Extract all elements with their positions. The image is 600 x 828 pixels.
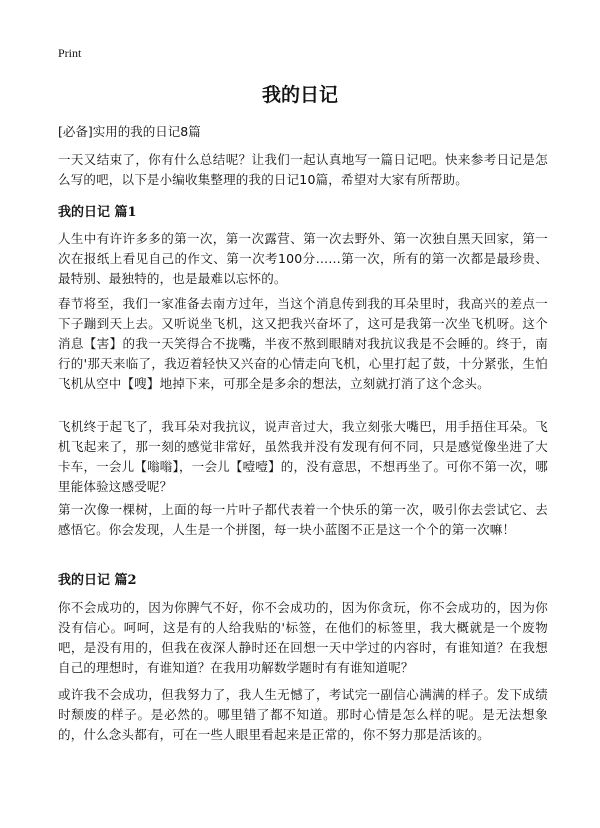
section-1-paragraph-4: 第一次像一棵树，上面的每一片叶子都代表着一个快乐的第一次，吸引你去尝试它、去感悟它。你会发现，人生是一个拼图，每一块小蓝图不正是这一个个的第一次嘛！	[58, 502, 548, 537]
section-heading-1: 我的日记 篇1	[58, 205, 137, 220]
section-heading-2: 我的日记 篇2	[58, 573, 137, 588]
print-link[interactable]: Print	[58, 46, 82, 60]
section-1-paragraph-2: 春节将至，我们一家准备去南方过年，当这个消息传到我的耳朵里时，我高兴的差点一下子蹦到天上去。又听说坐飞机，这又把我兴奋坏了，这可是我第一次坐飞机呀。这个消息【害】的我一天笑得合不拢嘴，半夜不熬到眼睛对我抗议我是不会睡的。终于，南行的'那天来临了，我迈着轻快又兴奋的心情走向飞机，心里打起了鼓，十分紧张，生怕飞机从空中【嗖】地掉下来，可那全是多余的想法，立刻就打消了这个念头。	[58, 296, 548, 391]
section-1-paragraph-3: 飞机终于起飞了，我耳朵对我抗议，说声音过大，我立刻张大嘴巴，用手捂住耳朵。飞机飞起来了，那一刻的感觉非常好，虽然我并没有发现有何不同，只是感觉像坐进了大卡车，一会儿【嗡嗡】，一会儿【噎噎】的，没有意思，不想再坐了。可你不第一次，哪里能体验这感受呢？	[58, 419, 548, 494]
section-2-paragraph-2: 或许我不会成功，但我努力了，我人生无憾了，考试完一副信心满满的样子。发下成绩时颓废的样子。是必然的。哪里错了都不知道。那时心情是怎么样的呢。是无法想象的，什么念头都有，可在一些人眼里看起来是正常的，你不努力那是活该的。	[58, 687, 548, 742]
section-2-paragraph-1: 你不会成功的，因为你脾气不好，你不会成功的，因为你贪玩，你不会成功的，因为你没有信心。呵呵，这是有的人给我贴的'标签，在他们的标签里，我大概就是一个废物吧，是没有用的，但我在夜深人静时还在回想一天中学过的内容时，有谁知道？在我想自己的理想时，有谁知道？在我用功解数学题时有有谁知道呢？	[58, 600, 548, 675]
intro-paragraph: 一天又结束了，你有什么总结呢？让我们一起认真地写一篇日记吧。快来参考日记是怎么写的吧，以下是小编收集整理的我的日记10篇，希望对大家有所帮助。	[58, 152, 548, 187]
section-1-paragraph-1: 人生中有许许多多的第一次，第一次露营、第一次去野外、第一次独自黑天回家，第一次在报纸上看见自己的作文、第一次考100分……第一次，所有的第一次都是最珍贵、最特别、最独特的，也是最难以忘怀的。	[58, 231, 548, 286]
page-title: 我的日记	[261, 84, 338, 106]
document-subtitle: [必备]实用的我的日记8篇	[58, 124, 201, 139]
